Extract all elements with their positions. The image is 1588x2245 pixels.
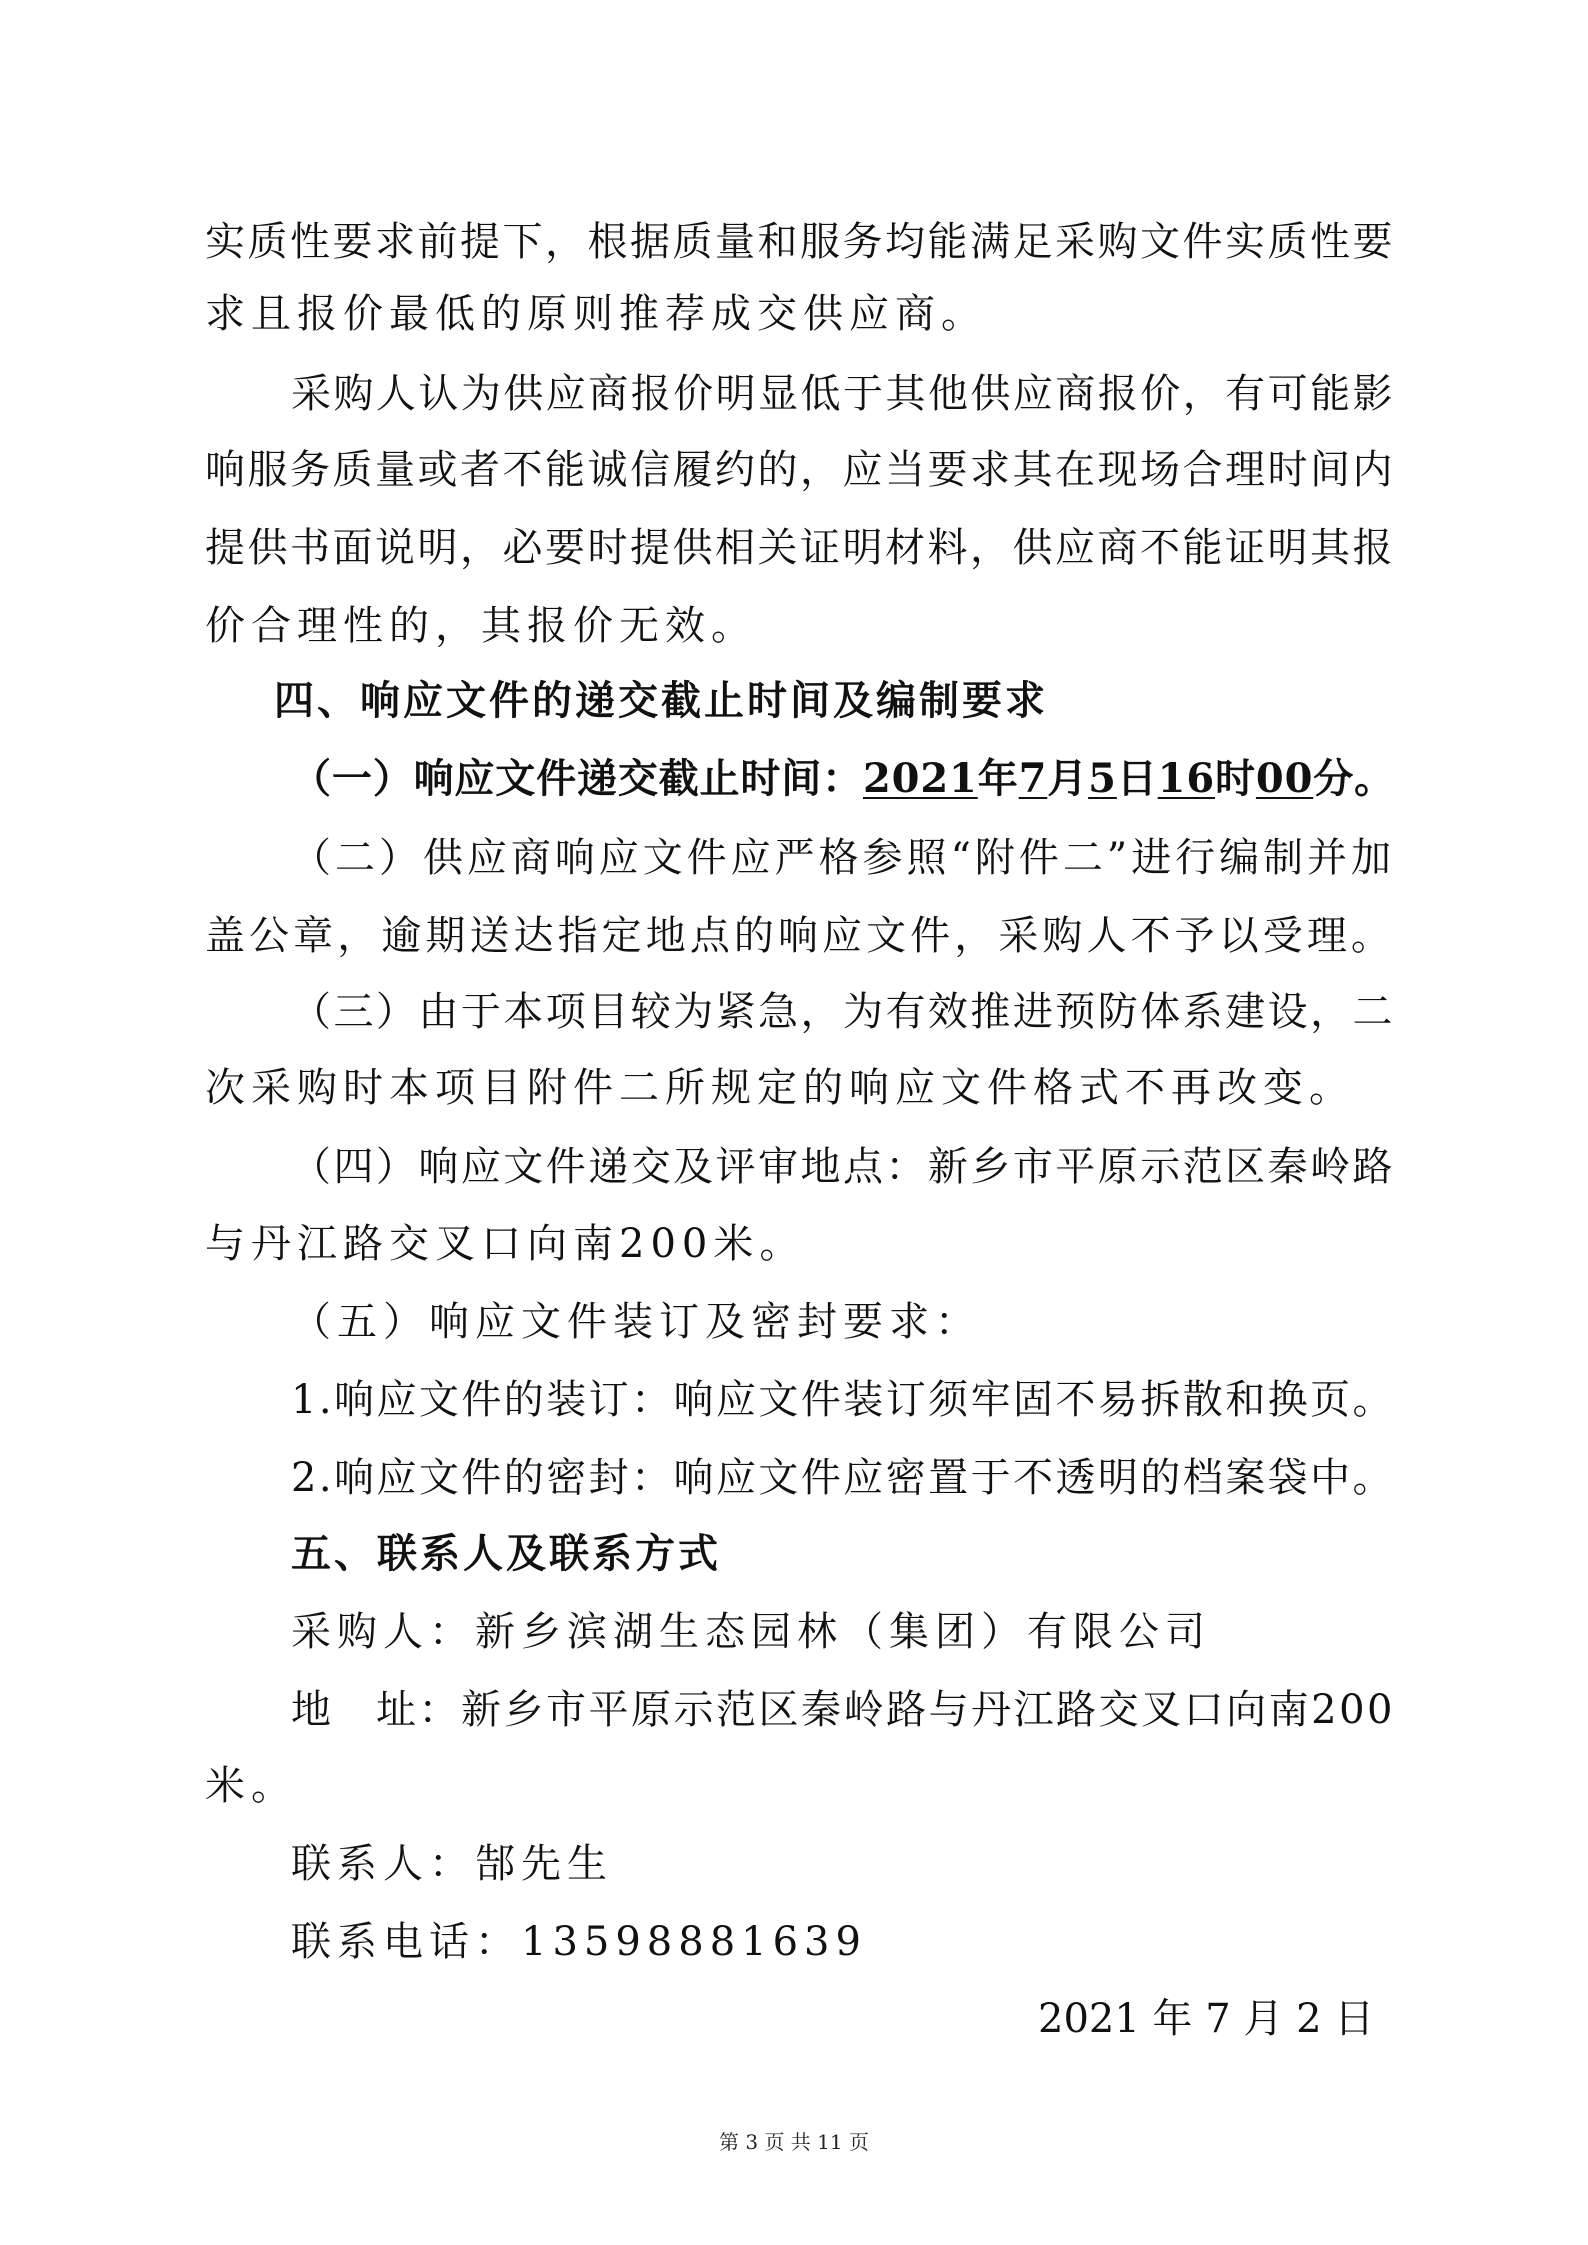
body-line: （五）响应文件装订及密封要求： bbox=[291, 1299, 981, 1345]
deadline-day-unit: 日 bbox=[1116, 755, 1158, 802]
deadline-month-unit: 月 bbox=[1047, 755, 1089, 802]
body-line: 2.响应文件的密封：响应文件应密置于不透明的档案袋中。 bbox=[291, 1455, 1395, 1501]
page-footer: 第 3 页 共 11 页 bbox=[719, 2130, 869, 2154]
section-heading: 四、响应文件的递交截止时间及编制要求 bbox=[274, 677, 1048, 724]
body-line: 响服务质量或者不能诚信履约的，应当要求其在现场合理时间内 bbox=[205, 447, 1395, 493]
body-line: 采购人认为供应商报价明显低于其他供应商报价，有可能影 bbox=[291, 371, 1395, 417]
deadline-line bbox=[291, 755, 1395, 803]
deadline-hour-unit: 时 bbox=[1215, 755, 1256, 802]
address-line: 米。 bbox=[205, 1763, 297, 1809]
body-line: 提供书面说明，必要时提供相关证明材料，供应商不能证明其报 bbox=[205, 525, 1395, 571]
body-line: （二）供应商响应文件应严格参照“附件二”进行编制并加 bbox=[291, 835, 1395, 881]
purchaser-line: 采购人：新乡滨湖生态园林（集团）有限公司 bbox=[291, 1609, 1211, 1655]
body-line: 1.响应文件的装订：响应文件装订须牢固不易拆散和换页。 bbox=[291, 1377, 1395, 1423]
deadline-suffix: 分。 bbox=[1313, 755, 1395, 802]
deadline-month: 7 bbox=[1018, 755, 1048, 802]
section-heading: 五、联系人及联系方式 bbox=[291, 1530, 721, 1577]
deadline-year: 2021 bbox=[862, 755, 978, 802]
body-line: 与丹江路交叉口向南200米。 bbox=[205, 1221, 806, 1267]
body-line: 求且报价最低的原则推荐成交供应商。 bbox=[205, 291, 987, 337]
deadline-day: 5 bbox=[1088, 755, 1117, 802]
contact-line: 联系人：郜先生 bbox=[291, 1841, 613, 1887]
deadline-minute: 00 bbox=[1255, 755, 1314, 802]
body-line: 价合理性的，其报价无效。 bbox=[205, 603, 757, 649]
body-line: （四）响应文件递交及评审地点：新乡市平原示范区秦岭路 bbox=[291, 1144, 1395, 1190]
body-line: （三）由于本项目较为紧急，为有效推进预防体系建设，二 bbox=[291, 989, 1395, 1035]
phone-line: 联系电话：13598881639 bbox=[291, 1919, 867, 1965]
document-date: 2021 年 7 月 2 日 bbox=[1038, 1996, 1375, 2042]
deadline-year-unit: 年 bbox=[977, 755, 1019, 802]
body-line: 次采购时本项目附件二所规定的响应文件格式不再改变。 bbox=[205, 1065, 1355, 1111]
body-line: 实质性要求前提下，根据质量和服务均能满足采购文件实质性要 bbox=[205, 219, 1395, 265]
body-line: 盖公章，逾期送达指定地点的响应文件，采购人不予以受理。 bbox=[205, 913, 1395, 959]
address-line: 地 址：新乡市平原示范区秦岭路与丹江路交叉口向南200 bbox=[291, 1687, 1395, 1733]
deadline-label: （一）响应文件递交截止时间： bbox=[291, 755, 863, 802]
deadline-hour: 16 bbox=[1157, 755, 1216, 802]
